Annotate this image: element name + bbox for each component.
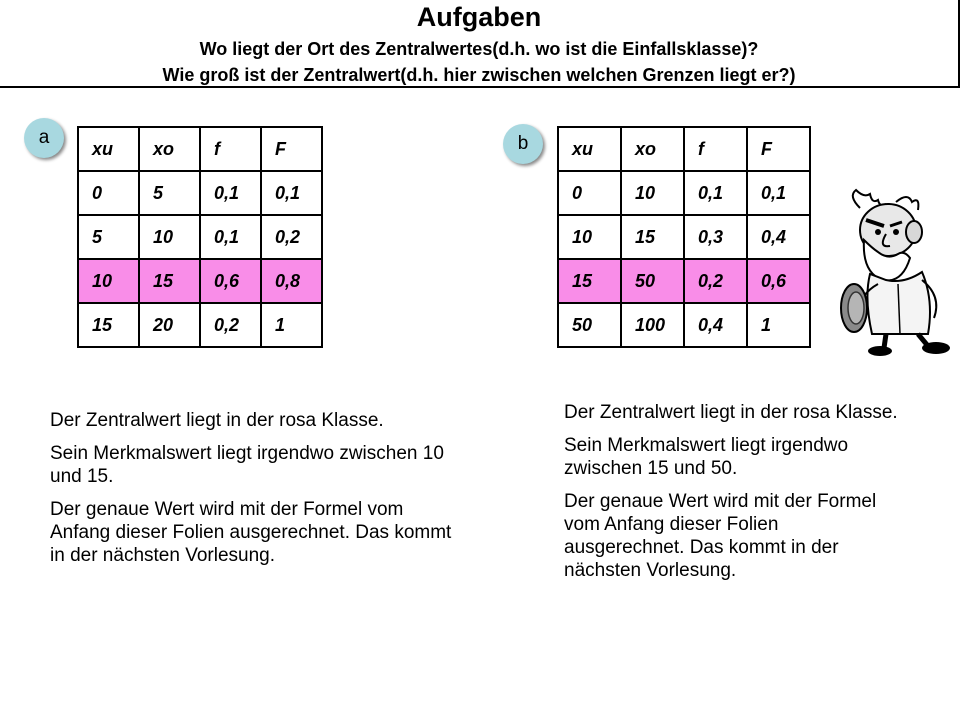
column-header: xu (78, 127, 139, 171)
table-cell: 10 (78, 259, 139, 303)
column-header: xo (621, 127, 684, 171)
professor-with-coin-icon (838, 188, 960, 358)
table-cell: 5 (78, 215, 139, 259)
table-cell: 50 (621, 259, 684, 303)
table-cell: 0,8 (261, 259, 322, 303)
table-cell: 0,6 (747, 259, 810, 303)
question-2: Wie groß ist der Zentralwert(d.h. hier zwischen welchen Grenzen liegt er?) (162, 65, 796, 85)
badge-a: a (24, 118, 64, 158)
explanation-paragraph: Sein Merkmalswert liegt irgendwo zwischen 10 und 15. (50, 443, 444, 487)
table-cell: 10 (558, 215, 621, 259)
table-cell: 0,1 (200, 215, 261, 259)
explanation-a (50, 409, 460, 577)
explanation-paragraph: Der genaue Wert wird mit der Formel vom Anfang dieser Folien ausgerechnet. Das kommt in der nächsten Vorlesung. (50, 499, 452, 566)
slide-header (0, 0, 960, 88)
table-cell: 20 (139, 303, 200, 347)
table-cell: 15 (558, 259, 621, 303)
table-cell: 10 (139, 215, 200, 259)
table-cell: 0,4 (747, 215, 810, 259)
table-row (78, 303, 322, 347)
frequency-table-a (77, 126, 323, 348)
table-cell: 15 (78, 303, 139, 347)
column-header: F (747, 127, 810, 171)
table-cell: 0 (558, 171, 621, 215)
table-cell: 10 (621, 171, 684, 215)
table-row (558, 171, 810, 215)
table-cell: 0,1 (684, 171, 747, 215)
table-row (78, 215, 322, 259)
table-row (558, 215, 810, 259)
highlighted-row (558, 259, 810, 303)
table-cell: 1 (747, 303, 810, 347)
table-cell: 0,4 (684, 303, 747, 347)
highlighted-row (78, 259, 322, 303)
column-header: xu (558, 127, 621, 171)
table-cell: 0,1 (261, 171, 322, 215)
table-cell: 0,3 (684, 215, 747, 259)
table-cell: 0,1 (747, 171, 810, 215)
table-cell: 0 (78, 171, 139, 215)
table-cell: 0,6 (200, 259, 261, 303)
column-header: xo (139, 127, 200, 171)
table-row (558, 303, 810, 347)
badge-b: b (503, 124, 543, 164)
table-cell: 0,2 (200, 303, 261, 347)
question-1: Wo liegt der Ort des Zentralwertes(d.h. wo ist die Einfallsklasse)? (199, 39, 759, 59)
table-header-row (558, 127, 810, 171)
table-cell: 5 (139, 171, 200, 215)
column-header: F (261, 127, 322, 171)
column-header: f (200, 127, 261, 171)
explanation-paragraph: Der Zentralwert liegt in der rosa Klasse. (564, 402, 898, 423)
table-cell: 50 (558, 303, 621, 347)
table-cell: 15 (621, 215, 684, 259)
table-cell: 100 (621, 303, 684, 347)
table-cell: 0,2 (261, 215, 322, 259)
table-cell: 15 (139, 259, 200, 303)
explanation-paragraph: Der genaue Wert wird mit der Formel vom Anfang dieser Folien ausgerechnet. Das kommt in der nächsten Vorlesung. (564, 491, 877, 581)
explanation-paragraph: Sein Merkmalswert liegt irgendwo zwischen 15 und 50. (564, 435, 849, 479)
table-cell: 0,2 (684, 259, 747, 303)
table-cell: 1 (261, 303, 322, 347)
slide-title: Aufgaben (416, 2, 542, 32)
frequency-table-b (557, 126, 811, 348)
table-header-row (78, 127, 322, 171)
column-header: f (684, 127, 747, 171)
explanation-b (564, 401, 904, 592)
table-cell: 0,1 (200, 171, 261, 215)
table-row (78, 171, 322, 215)
explanation-paragraph: Der Zentralwert liegt in der rosa Klasse. (50, 410, 384, 431)
